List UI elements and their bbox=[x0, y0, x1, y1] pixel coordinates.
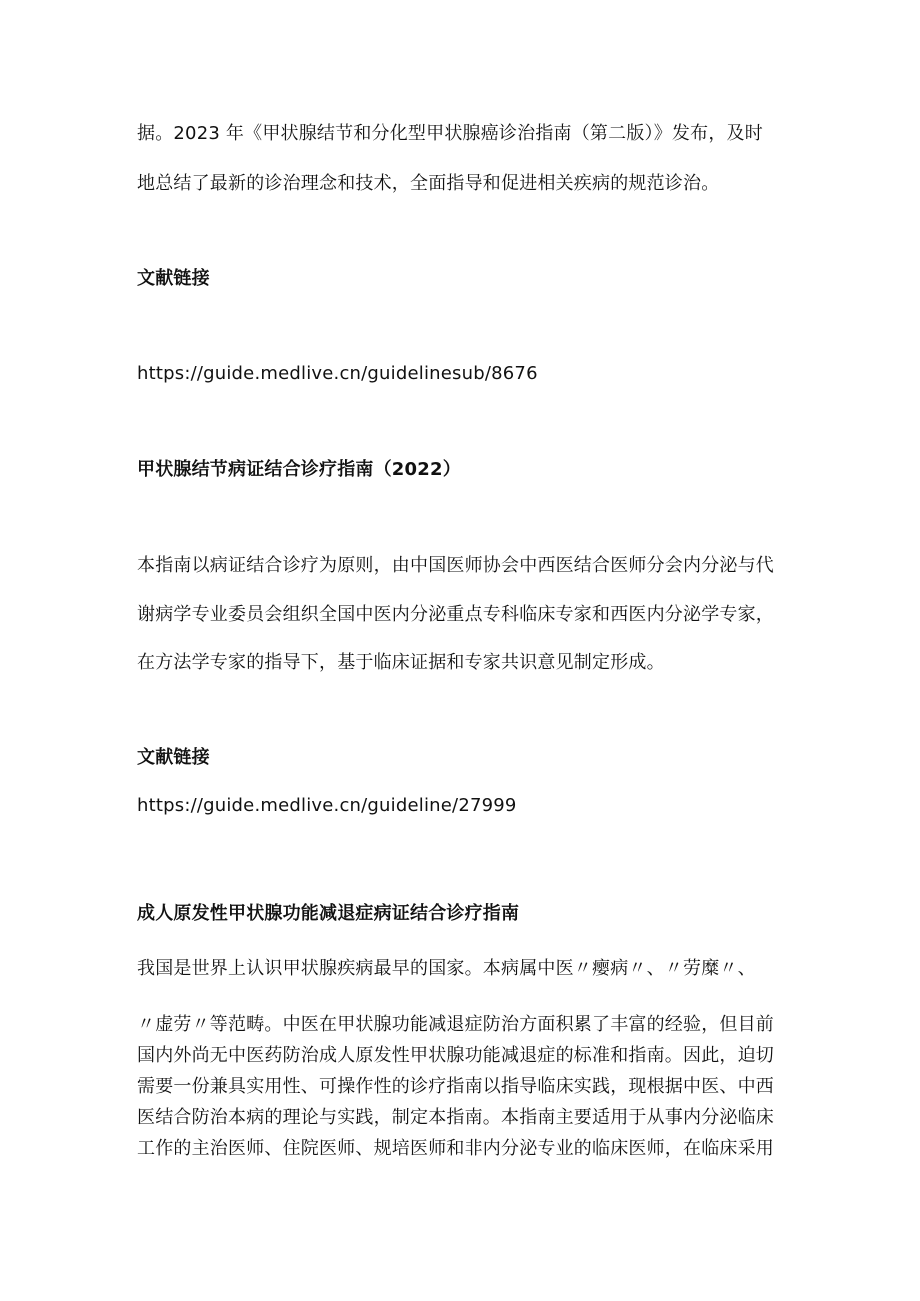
section-title: 成人原发性甲状腺功能减退症病证结合诊疗指南 bbox=[137, 903, 520, 924]
paragraph-line: 地总结了最新的诊治理念和技术，全面指导和促进相关疾病的规范诊治。 bbox=[137, 173, 720, 194]
paragraph-line: 需要一份兼具实用性、可操作性的诊疗指南以指导临床实践，现根据中医、中西 bbox=[137, 1076, 774, 1097]
paragraph-line: 在方法学专家的指导下，基于临床证据和专家共识意见制定形成。 bbox=[137, 652, 665, 673]
reference-link-label: 文献链接 bbox=[137, 268, 210, 289]
paragraph-line: 本指南以病证结合诊疗为原则，由中国医师协会中西医结合医师分会内分泌与代 bbox=[137, 555, 774, 576]
reference-link-label: 文献链接 bbox=[137, 747, 210, 768]
paragraph-line: 据。2023 年《甲状腺结节和分化型甲状腺癌诊治指南（第二版）》发布，及时 bbox=[137, 123, 763, 144]
paragraph-line: 医结合防治本病的理论与实践，制定本指南。本指南主要适用于从事内分泌临床 bbox=[137, 1107, 774, 1128]
reference-link[interactable]: https://guide.medlive.cn/guideline/27999 bbox=[137, 795, 517, 816]
paragraph-line: 谢病学专业委员会组织全国中医内分泌重点专科临床专家和西医内分泌学专家， bbox=[137, 604, 774, 625]
paragraph-line: 我国是世界上认识甲状腺疾病最早的国家。本病属中医〃瘿病〃、〃劳糜〃、 bbox=[137, 958, 756, 979]
section-title: 甲状腺结节病证结合诊疗指南（2022） bbox=[137, 459, 461, 480]
paragraph-line: 国内外尚无中医药防治成人原发性甲状腺功能减退症的标准和指南。因此，迫切 bbox=[137, 1045, 774, 1066]
paragraph-line: 工作的主治医师、住院医师、规培医师和非内分泌专业的临床医师，在临床采用 bbox=[137, 1138, 774, 1159]
paragraph-line: 〃虚劳〃等范畴。中医在甲状腺功能减退症防治方面积累了丰富的经验，但目前 bbox=[137, 1014, 774, 1035]
reference-link[interactable]: https://guide.medlive.cn/guidelinesub/8676 bbox=[137, 363, 538, 384]
